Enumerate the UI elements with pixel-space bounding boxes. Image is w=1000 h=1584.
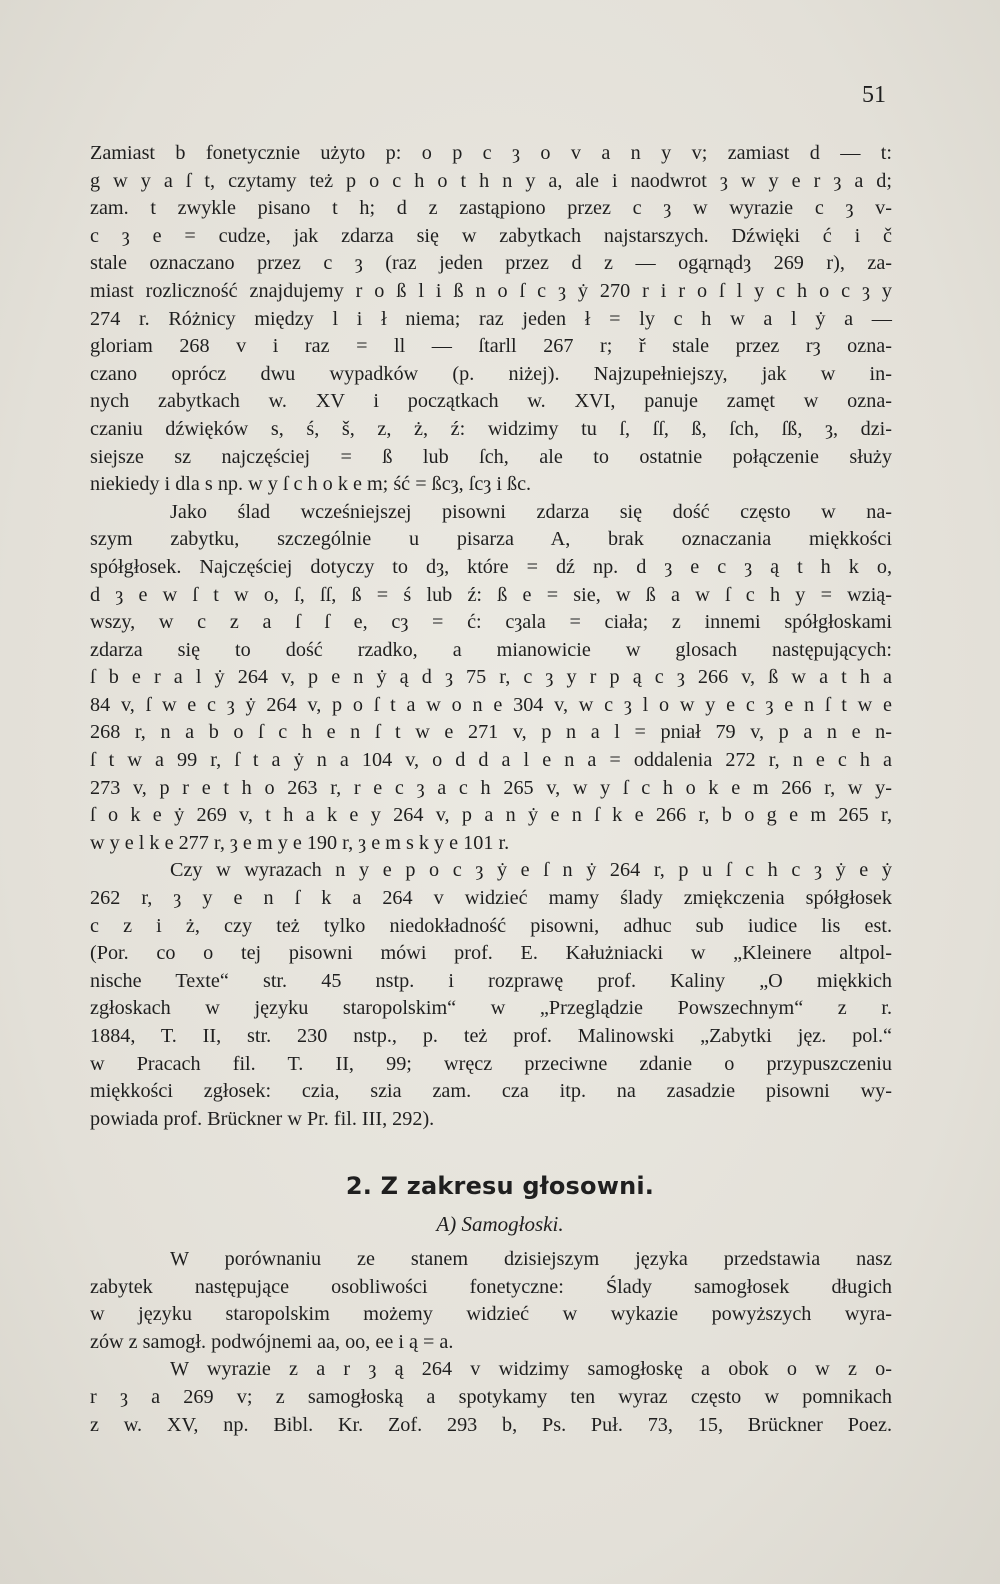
text-line: w języku staropolskim możemy widzieć w wykazie powyższych wyra- <box>90 1303 892 1326</box>
page-number: 51 <box>862 82 886 108</box>
text-line: 84 v, ſ w e c ȝ ẏ 264 v, p o ſ t a w o n e 304 v, w c ȝ l o w y e c ȝ e n ſ t w e <box>90 693 892 716</box>
text-line: d ȝ e w ſ t w o, ſ, ſſ, ß = ś lub ź: ß e = sie, w ß a w ſ c h y = wzią- <box>90 583 892 606</box>
text-line: siejsze sz najczęściej = ß lub ſch, ale to ostatnie połączenie służy <box>90 445 892 468</box>
text-line: 268 r, n a b o ſ c h e n ſ t w e 271 v, p n a l = pniał 79 v, p a n e n- <box>90 721 892 744</box>
text-line: miast rozliczność znajdujemy r o ß l i ß n o ſ c ȝ ẏ 270 r i r o ſ l y c h o c ȝ y <box>90 279 892 302</box>
paragraph-vowels-intro <box>90 1246 892 1356</box>
text-line: z w. XV, np. Bibl. Kr. Zof. 293 b, Ps. Puł. 73, 15, Brückner Poez. <box>90 1413 892 1436</box>
text-line: r ȝ a 269 v; z samogłoską a spotykamy ten wyraz często w pomnikach <box>90 1385 892 1408</box>
paragraph-zarza <box>90 1356 892 1439</box>
text-line: stale oznaczano przez c ȝ (raz jeden przez d z — ogąrnądȝ 269 r), za- <box>90 252 892 275</box>
section-heading: 2. Z zakresu głosowni. <box>345 1172 655 1200</box>
text-line: zgłoskach w języku staropolskim“ w „Przeglądzie Powszechnym“ z r. <box>90 997 892 1020</box>
text-line: wszy, w c z a ſ ſ e, cȝ = ć: cȝala = ciała; z innemi spółgłoskami <box>90 611 892 634</box>
text-line: ſ t w a 99 r, ſ t a ẏ n a 104 v, o d d a l e n a = oddalenia 272 r, n e c h a <box>90 749 892 772</box>
text-line: spółgłosek. Najczęściej dotyczy to dȝ, które = dź np. d ȝ e c ȝ ą t h k o, <box>90 555 892 578</box>
text-line: c z i ż, czy też tylko niedokładność pisowni, adhuc sub iudice lis est. <box>90 914 892 937</box>
text-line: gloriam 268 v i raz = ll — ſtarll 267 r; ř stale przez rȝ ozna- <box>90 335 892 358</box>
text-line: szym zabytku, szczególnie u pisarza A, brak oznaczania miękkości <box>90 528 892 551</box>
text-block-upper <box>90 140 892 1133</box>
text-line: (Por. co o tej pisowni mówi prof. E. Kałużniacki w „Kleinere altpol- <box>90 942 892 965</box>
paragraph-orthography-consonants <box>90 140 892 499</box>
text-line: zabytek następujące osobliwości fonetyczne: Ślady samogłosek długich <box>90 1275 892 1298</box>
text-line: niekiedy i dla s np. w y ſ c h o k e m; ść = ßcȝ, ſcȝ i ßc. <box>90 473 532 496</box>
text-line: Zamiast b fonetycznie użyto p: o p c ȝ o v a n y v; zamiast d — t: <box>90 142 892 164</box>
text-line: zam. t zwykle pisano t h; d z zastąpiono przez c ȝ w wyrazie c ȝ v- <box>90 197 892 220</box>
text-line: Jako ślad wcześniejszej pisowni zdarza się dość często w na- <box>170 500 892 523</box>
text-line: czano oprócz dwu wypadków (p. niżej). Najzupełniejszy, jak w in- <box>90 362 892 385</box>
text-line: ſ b e r a l ẏ 264 v, p e n ẏ ą d ȝ 75 r, c ȝ y r p ą c ȝ 266 v, ß w a t h a <box>90 666 892 689</box>
text-line: zów z samogł. podwójnemi aa, oo, ee i ą = a. <box>90 1330 454 1353</box>
text-block-lower <box>90 1246 892 1439</box>
text-line: 1884, T. II, str. 230 nstp., p. też prof. Malinowski „Zabytki jęz. pol.“ <box>90 1025 892 1047</box>
text-line: nische Texte“ str. 45 nstp. i rozprawę prof. Kaliny „O miękkich <box>90 969 892 992</box>
text-line: ſ o k e ẏ 269 v, t h a k e y 264 v, p a n ẏ e n ſ k e 266 r, b o g e m 265 r, <box>90 804 892 827</box>
text-line: W wyrazie z a r ȝ ą 264 v widzimy samogłoskę a obok o w z o- <box>170 1358 892 1381</box>
text-line: powiada prof. Brückner w Pr. fil. III, 292). <box>90 1107 435 1130</box>
text-line: Czy w wyrazach n y e p o c ȝ ẏ e ſ n ẏ 264 r, p u ſ c h c ȝ ẏ e ẏ <box>170 859 892 882</box>
text-line: 273 v, p r e t h o 263 r, r e c ȝ a c h 265 v, w y ſ c h o k e m 266 r, w y- <box>90 776 892 799</box>
text-line: zdarza się to dość rzadko, a mianowicie w glosach następujących: <box>90 638 892 661</box>
text-line: w y e l k e 277 r, ȝ e m y e 190 r, ȝ e m s k y e 101 r. <box>90 831 510 854</box>
text-line: w Pracach fil. T. II, 99; wręcz przeciwne zdanie o przypuszczeniu <box>90 1052 892 1075</box>
text-line: c ȝ e = cudze, jak zdarza się w zabytkach najstarszych. Dźwięki ć i č <box>90 224 892 247</box>
text-line: 274 r. Różnicy między l i ł niema; raz jeden ł = ly c h w a l ẏ a — <box>90 307 892 330</box>
paragraph-question <box>90 857 892 1133</box>
text-line: W porównaniu ze stanem dzisiejszym języka przedstawia nasz <box>170 1248 892 1270</box>
text-line: miękkości zgłosek: czia, szia zam. cza itp. na zasadzie pisowni wy- <box>90 1080 892 1103</box>
text-line: nych zabytkach w. XV i początkach w. XVI, panuje zamęt w ozna- <box>90 390 892 413</box>
text-line: 262 r, ȝ y e n ſ k a 264 v widzieć mamy ślady zmiękczenia spółgłosek <box>90 887 892 910</box>
subsection-heading: A) Samogłoski. <box>436 1212 564 1236</box>
text-line: czaniu dźwięków s, ś, š, z, ż, ź: widzimy tu ſ, ſſ, ß, ſch, ſß, ȝ, dzi- <box>90 417 892 440</box>
paragraph-softness <box>90 499 892 858</box>
text-line: g w y a ſ t, czytamy też p o c h o t h n y a, ale i naodwrot ȝ w y e r ȝ a d; <box>90 169 892 192</box>
